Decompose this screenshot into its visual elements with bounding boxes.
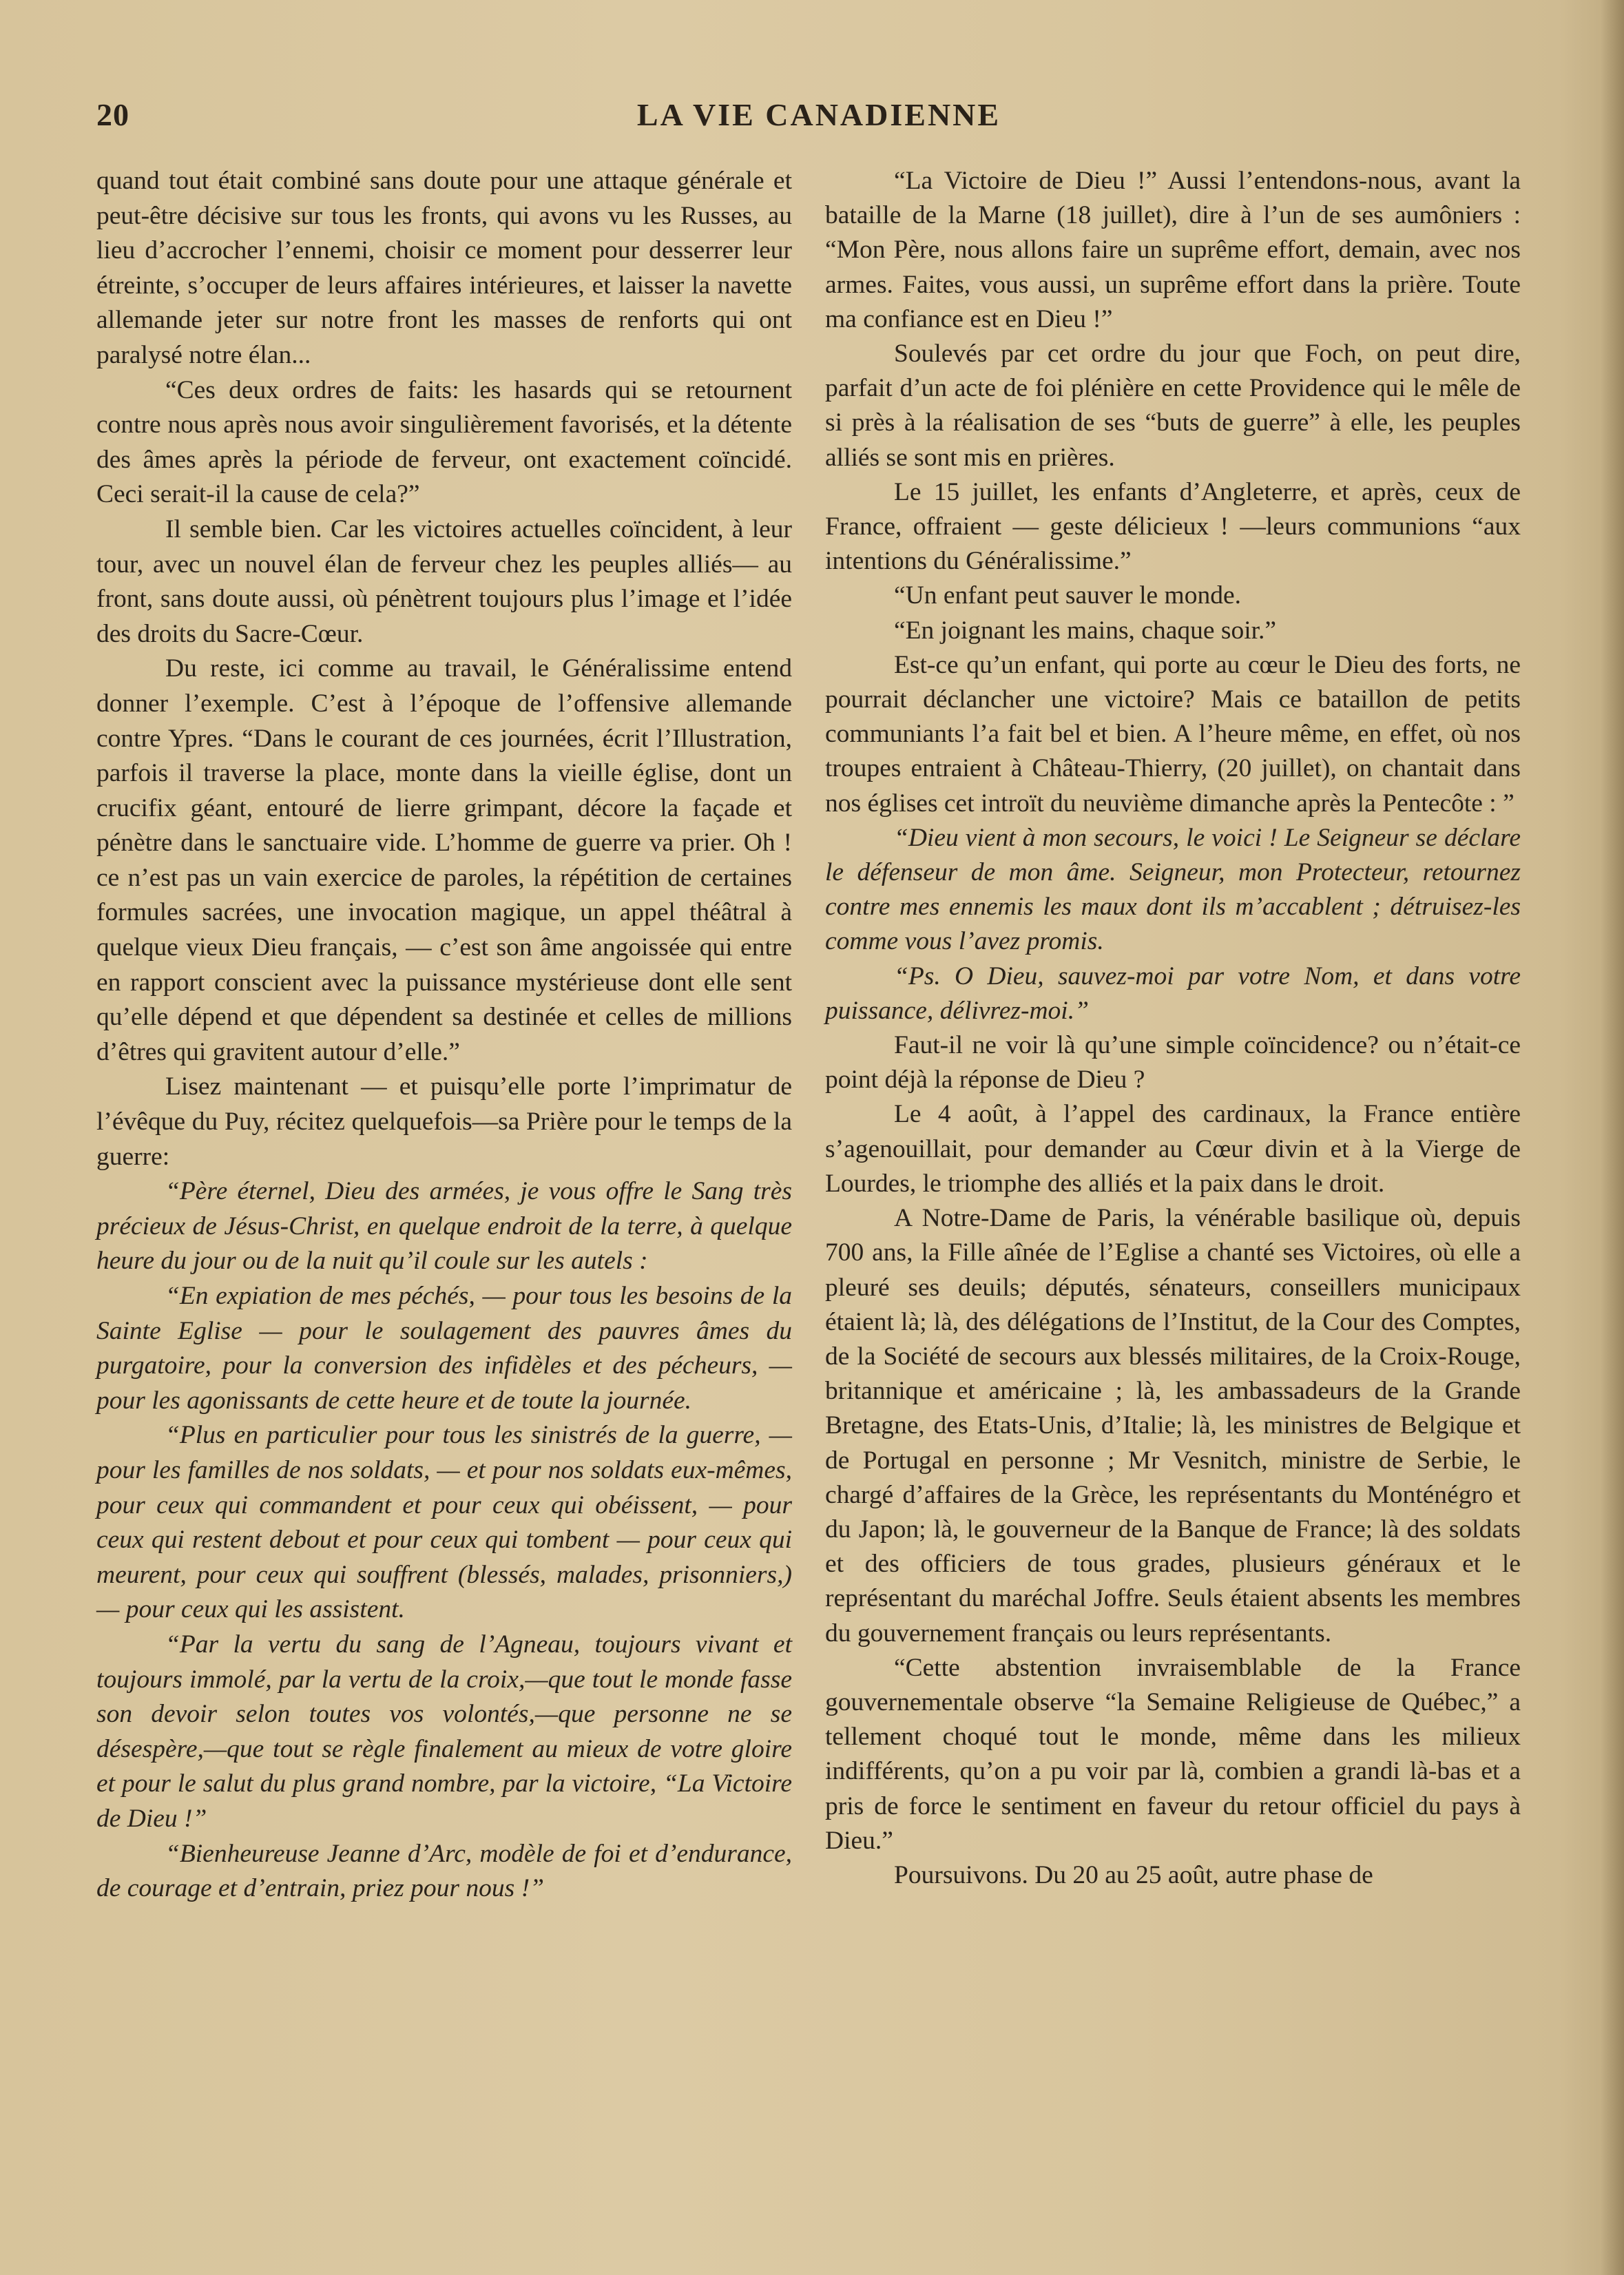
paragraph: “Ps. O Dieu, sauvez-moi par votre Nom, et dans votre puissance, délivrez-moi.” [825, 962, 1521, 1025]
left-column [96, 164, 792, 1907]
paragraph: “Un enfant peut sauver le monde. [894, 581, 1241, 610]
paragraph: “Dieu vient à mon secours, le voici ! Le Seigneur se déclare le défenseur de mon âme. Seigneur, mon Protecteur, retournez contre mes ennemis les maux dont ils m’accablent ; détruisez-les comme vous l’avez promis. [825, 823, 1521, 956]
paragraph: “Père éternel, Dieu des armées, je vous offre le Sang très précieux de Jésus-Christ, en quelque endroit de la terre, à quelque heure du jour ou de la nuit qu’il coule sur les autels : [96, 1177, 792, 1276]
paragraph: Du reste, ici comme au travail, le Généralissime entend donner l’exemple. C’est à l’époque de l’offensive allemande contre Ypres. “Dans le courant de ces journées, écrit l’Illustration, parfois il traverse la place, monte dans la vieille église, dont un crucifix géant, entouré de lierre grimpant, décore la façade et pénètre dans le sanctuaire vide. L’homme de guerre va prier. Oh ! ce n’est pas un vain exercice de paroles, la répétition de certaines formules sacrées, une invocation magique, un appel théâtral à quelque vieux Dieu français, — c’est son âme angoissée qui entre en rapport conscient avec la puissance mystérieuse dont elle sent qu’elle dépend et que dépendent sa destinée et celles de millions d’êtres qui gravitent autour d’elle.” [96, 654, 792, 1066]
paragraph: Lisez maintenant — et puisqu’elle porte l’imprimatur de l’évêque du Puy, récitez quelquefois—sa Prière pour le temps de la guerre: [96, 1072, 792, 1171]
paragraph: quand tout était combiné sans doute pour une attaque générale et peut-être décisive sur tous les fronts, qui avons vu les Russes, au lieu d’accrocher l’ennemi, choisir ce moment pour desserrer leur étreinte, s’occuper de leurs affaires intérieures, et laisser la navette allemande jeter sur notre front les masses de renforts qui ont paralysé notre élan... [96, 167, 792, 369]
running-title: LA VIE CANADIENNE [636, 97, 1001, 132]
paragraph: Le 4 août, à l’appel des cardinaux, la France entière s’agenouillait, pour demander au Cœur divin et à la Vierge de Lourdes, le triomphe des alliés et la paix dans le droit. [825, 1100, 1521, 1198]
paragraph: “La Victoire de Dieu !” Aussi l’entendons-nous, avant la bataille de la Marne (18 juillet), dire à l’un de ses aumôniers : “Mon Père, nous allons faire un suprême effort, demain, avec nos armes. Faites, vous aussi, un suprême effort dans la prière. Toute ma confiance est en Dieu !” [825, 167, 1521, 333]
paragraph: “En expiation de mes péchés, — pour tous les besoins de la Sainte Eglise — pour le soulagement des pauvres âmes du purgatoire, pour la conversion des infidèles et des pécheurs, — pour les agonissants de cette heure et de toute la journée. [96, 1282, 792, 1415]
page-header [96, 96, 1541, 145]
paragraph: A Notre-Dame de Paris, la vénérable basilique où, depuis 700 ans, la Fille aînée de l’Eglise a chanté ses Victoires, où elle a pleuré ses deuils; députés, sénateurs, conseillers municipaux étaient là; là, des délégations de l’Institut, de la Cour des Comptes, de la Société de secours aux blessés militaires, de la Croix-Rouge, britannique et américaine ; là, les ambassadeurs de la Grande Bretagne, des Etats-Unis, d’Italie; là, les ministres de Belgique et de Portugal en personne ; Mr Vesnitch, ministre de Serbie, le chargé d’affaires de la Grèce, les représentants du Monténégro et du Japon; là, le gouverneur de la Banque de France; là des soldats et des officiers de tous grades, plusieurs généraux et le représentant du maréchal Joffre. Seuls étaient absents les membres du gouvernement français ou leurs représentants. [825, 1204, 1521, 1648]
paragraph: “Plus en particulier pour tous les sinistrés de la guerre, — pour les familles de nos soldats, — et pour nos soldats eux-mêmes, pour ceux qui commandent et pour ceux qui obéissent, — pour ceux qui restent debout et pour ceux qui tombent — pour ceux qui meurent, pour ceux qui souffrent (blessés, malades, prisonniers,) — pour ceux qui les assistent. [96, 1421, 792, 1624]
page-number: 20 [96, 97, 129, 132]
paragraph: Il semble bien. Car les victoires actuelles coïncident, à leur tour, avec un nouvel élan de ferveur chez les peuples alliés— au front, sans doute aussi, où pénètrent toujours plus l’image et l’idée des droits du Sacre-Cœur. [96, 515, 792, 648]
paragraph: “Bienheureuse Jeanne d’Arc, modèle de foi et d’endurance, de courage et d’entrain, priez pour nous !” [96, 1839, 792, 1903]
paragraph: Soulevés par cet ordre du jour que Foch, on peut dire, parfait d’un acte de foi plénière en cette Providence qui le mêle de si près à la réalisation de ses “buts de guerre” à elle, les peuples alliés se sont mis en prières. [825, 340, 1521, 472]
paragraph: “Ces deux ordres de faits: les hasards qui se retournent contre nous après nous avoir singulièrement favorisés, et la détente des âmes après la période de ferveur, ont exactement coïncidé. Ceci serait-il la cause de cela?” [96, 375, 792, 509]
paragraph: “Par la vertu du sang de l’Agneau, toujours vivant et toujours immolé, par la vertu de la croix,—que tout le monde fasse son devoir selon toutes vos volontés,—que personne ne se désespère,—que tout se règle finalement au mieux de votre gloire et pour le salut du plus grand nombre, par la victoire, “La Victoire de Dieu !” [96, 1630, 792, 1833]
page-edge-shadow [1601, 0, 1624, 2275]
paragraph: Faut-il ne voir là qu’une simple coïncidence? ou n’était-ce point déjà la réponse de Dieu ? [825, 1031, 1521, 1094]
paragraph: “Cette abstention invraisemblable de la France gouvernementale observe “la Semaine Religieuse de Québec,” a tellement choqué tout le monde, même dans les milieux indifférents, qu’on a pu voir par là, combien a grandi là-bas et a pris de force le sentiment en faveur du retour officiel du pays à Dieu.” [825, 1653, 1521, 1855]
paragraph: “En joignant les mains, chaque soir.” [894, 616, 1277, 645]
paragraph: Le 15 juillet, les enfants d’Angleterre, et après, ceux de France, offraient — geste délicieux ! —leurs communions “aux intentions du Généralissime.” [825, 477, 1521, 576]
right-column [825, 164, 1521, 1893]
paragraph: Est-ce qu’un enfant, qui porte au cœur le Dieu des forts, ne pourrait déclancher une victoire? Mais ce bataillon de petits communiants l’a fait bel et bien. A l’heure même, en effet, où nos troupes entraient à Château-Thierry, (20 juillet), on chantait dans nos églises cet introït du neuvième dimanche après la Pentecôte : ” [825, 650, 1521, 818]
paragraph: Poursuivons. Du 20 au 25 août, autre phase de [894, 1860, 1373, 1889]
